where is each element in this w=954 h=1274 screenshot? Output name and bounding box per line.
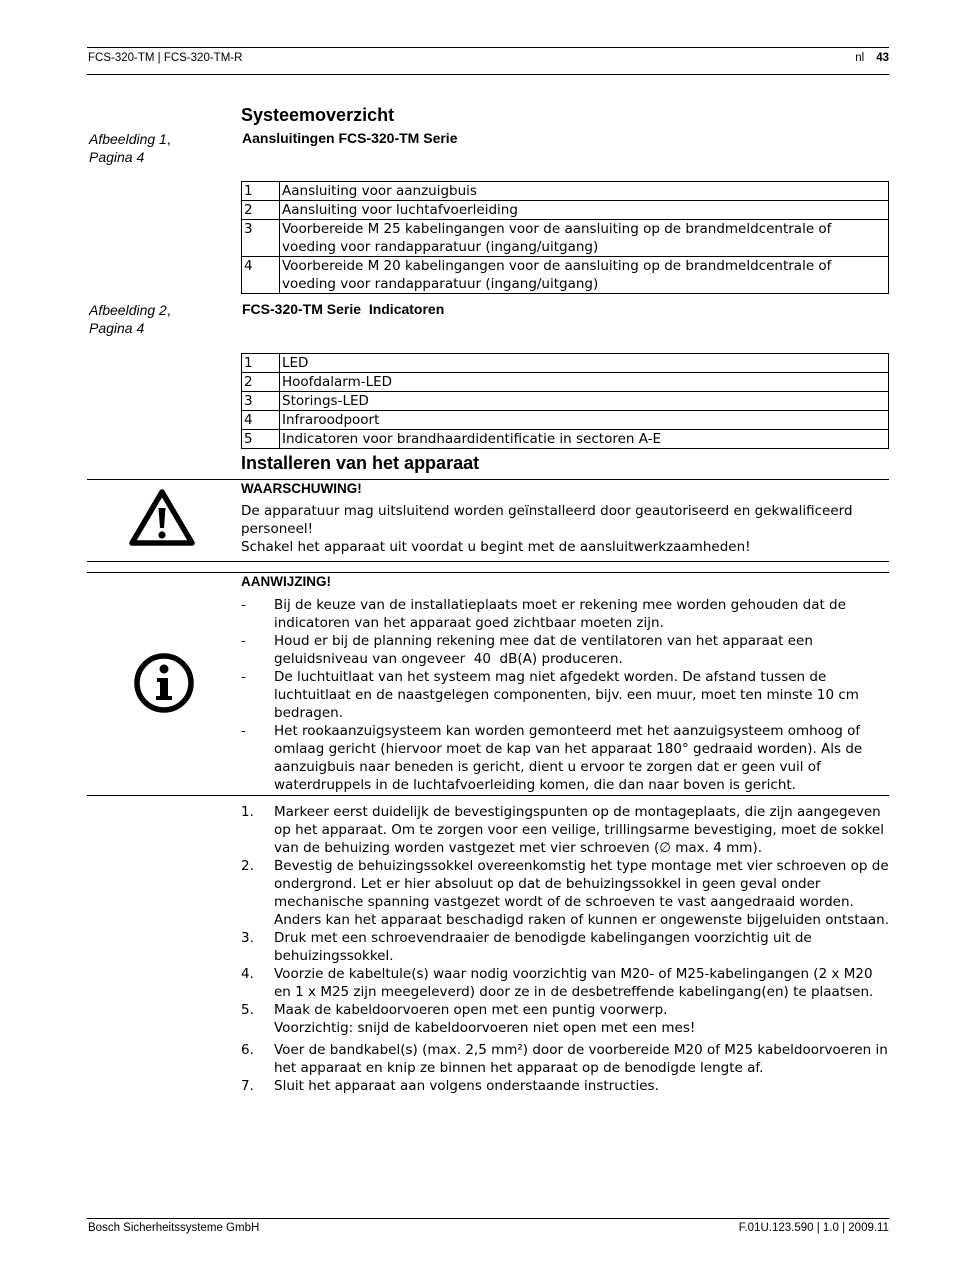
row-text: Infraroodpoort [280, 411, 889, 430]
row-text: Aansluiting voor luchtafvoerleiding [280, 201, 889, 220]
step-number: 2. [241, 858, 254, 874]
header-page-info [855, 52, 889, 64]
installation-steps [241, 803, 891, 1095]
warning-line-1: De apparatuur mag uitsluitend worden geïnstalleerd door geautoriseerd en gekwalificeerd personeel! [241, 503, 853, 537]
connections-table [241, 181, 889, 294]
header-title: FCS-320-TM | FCS-320-TM-R [88, 52, 243, 64]
row-text: Indicatoren voor brandhaardidentificatie in sectoren A-E [280, 430, 889, 449]
figure-1-ref: Afbeelding 1 [89, 131, 167, 147]
row-text: Storings-LED [280, 392, 889, 411]
row-text: Aansluiting voor aanzuigbuis [280, 182, 889, 201]
step-text: Druk met een schroevendraaier de benodigde kabelingangen voorzichtig uit de behuizingssokkel. [274, 930, 812, 964]
bullet-marker: - [241, 633, 246, 649]
step-text: Voorzie de kabeltule(s) waar nodig voorzichtig van M20- of M25-kabelingangen (2 x M20 en 1 x M25 zijn meegeleverd) door ze in de desbetreffende kabelingang(en) te plaatsen. [274, 966, 874, 1000]
step-number: 5. [241, 1002, 254, 1018]
figure-2-reference [89, 301, 171, 337]
list-item [241, 596, 891, 632]
table-row [242, 220, 889, 257]
row-number: 2 [242, 373, 280, 392]
row-text: LED [280, 354, 889, 373]
step-text: Bevestig de behuizingssokkel overeenkomstig het type montage met vier schroeven op de ondergrond. Let er hier absoluut op dat de behuizingssokkel in geen geval onder mechanische spanning vastgezet wordt of de schroeven te vast aangedraaid worden. Anders kan het apparaat beschadigd raken of kunnen er ongewenste bijgeluiden ontstaan. [274, 858, 890, 928]
notice-title: AANWIJZING! [241, 574, 331, 589]
step-number: 6. [241, 1042, 254, 1058]
row-text: Voorbereide M 20 kabelingangen voor de aansluiting op de brandmeldcentrale of voeding voor randapparatuur (ingang/uitgang) [280, 257, 889, 294]
table-row [242, 392, 889, 411]
warning-top-rule [87, 479, 889, 480]
figure-1-page: Pagina 4 [89, 149, 145, 165]
list-item-text: Houd er bij de planning rekening mee dat de ventilatoren van het apparaat een geluidsniveau van ongeveer 40 dB(A) produceren. [274, 633, 818, 667]
step-item [241, 1077, 891, 1095]
table-row [242, 257, 889, 294]
list-item [241, 668, 891, 722]
section-heading-install: Installeren van het apparaat [241, 453, 480, 473]
row-number: 5 [242, 430, 280, 449]
row-number: 4 [242, 257, 280, 294]
step-text: Markeer eerst duidelijk de bevestigingspunten op de montageplaats, die zijn aangegeven op het apparaat. Om te zorgen voor een veilige, trillingsarme bevestiging, moet de sokkel van de behuizing worden vastgezet met vier schroeven (∅ max. 4 mm). [274, 804, 884, 856]
step-number: 3. [241, 930, 254, 946]
notice-bottom-rule [87, 795, 889, 796]
list-item-text: Het rookaanzuigsysteem kan worden gemonteerd met het aanzuigsysteem omhoog of omlaag gericht (hiervoor moet de kap van het apparaat 180° gedraaid worden). Als de aanzuigbuis naar beneden is gericht, dient u ervoor te zorgen dat er geen vuil of waterdruppels in de luchtafvoerleiding komen, die dan naar boven is gericht. [274, 723, 863, 793]
step-text: Sluit het apparaat aan volgens onderstaande instructies. [274, 1078, 659, 1094]
notice-list [241, 596, 891, 794]
info-icon [133, 652, 195, 719]
figure-1-sep: , [166, 131, 171, 147]
row-number: 1 [242, 182, 280, 201]
list-item-text: De luchtuitlaat van het systeem mag niet afgedekt worden. De afstand tussen de luchtuitlaat en de naastgelegen componenten, bijv. een muur, moet ten minste 10 cm bedragen. [274, 669, 859, 721]
step-item [241, 803, 891, 857]
step-item [241, 1041, 891, 1077]
figure-1-caption: Aansluitingen FCS-320-TM Serie [242, 130, 458, 146]
warning-line-2: Schakel het apparaat uit voordat u begint met de aansluitwerkzaamheden! [241, 539, 751, 555]
warning-text [241, 502, 891, 556]
header-language: nl [855, 52, 865, 64]
table-row [242, 201, 889, 220]
table-row [242, 411, 889, 430]
row-number: 4 [242, 411, 280, 430]
step-number: 1. [241, 804, 254, 820]
bullet-marker: - [241, 723, 246, 739]
warning-bottom-rule [87, 561, 889, 562]
row-number: 3 [242, 220, 280, 257]
warning-triangle-icon [127, 487, 197, 554]
step-text: Maak de kabeldoorvoeren open met een puntig voorwerp. [274, 1002, 668, 1018]
row-number: 2 [242, 201, 280, 220]
table-row [242, 430, 889, 449]
bullet-marker: - [241, 669, 246, 685]
step-number: 7. [241, 1078, 254, 1094]
figure-2-caption: FCS-320-TM Serie Indicatoren [242, 301, 445, 317]
list-item-text: Bij de keuze van de installatieplaats moet er rekening mee worden gehouden dat de indicatoren van het apparaat goed zichtbaar moeten zijn. [274, 597, 846, 631]
step-text: Voer de bandkabel(s) (max. 2,5 mm²) door de voorbereide M20 of M25 kabeldoorvoeren in het apparaat en knip ze binnen het apparaat op de benodigde lengte af. [274, 1042, 888, 1076]
step-item [241, 857, 891, 929]
step-number: 4. [241, 966, 254, 982]
footer-rule [87, 1218, 889, 1219]
header-page-number: 43 [876, 52, 889, 64]
notice-top-rule [87, 572, 889, 573]
header-top-rule [87, 47, 889, 48]
section-heading-overview: Systeemoverzicht [241, 105, 395, 125]
bullet-marker: - [241, 597, 246, 613]
warning-title: WAARSCHUWING! [241, 481, 362, 496]
figure-2-page: Pagina 4 [89, 320, 145, 336]
step-item [241, 965, 891, 1001]
row-text: Hoofdalarm-LED [280, 373, 889, 392]
footer-document-reference: F.01U.123.590 | 1.0 | 2009.11 [738, 1222, 889, 1234]
footer-company: Bosch Sicherheitssysteme GmbH [88, 1222, 260, 1234]
table-row [242, 373, 889, 392]
figure-2-ref: Afbeelding 2 [89, 302, 167, 318]
row-number: 3 [242, 392, 280, 411]
table-row [242, 182, 889, 201]
figure-1-reference [89, 130, 171, 166]
row-number: 1 [242, 354, 280, 373]
row-text: Voorbereide M 25 kabelingangen voor de aansluiting op de brandmeldcentrale of voeding voor randapparatuur (ingang/uitgang) [280, 220, 889, 257]
list-item [241, 632, 891, 668]
indicators-table [241, 353, 889, 449]
header-bottom-rule [87, 74, 889, 75]
step-item [241, 1001, 891, 1037]
table-row [242, 354, 889, 373]
step-caution: Voorzichtig: snijd de kabeldoorvoeren niet open met een mes! [274, 1020, 696, 1036]
list-item [241, 722, 891, 794]
step-item [241, 929, 891, 965]
figure-2-sep: , [166, 302, 171, 318]
